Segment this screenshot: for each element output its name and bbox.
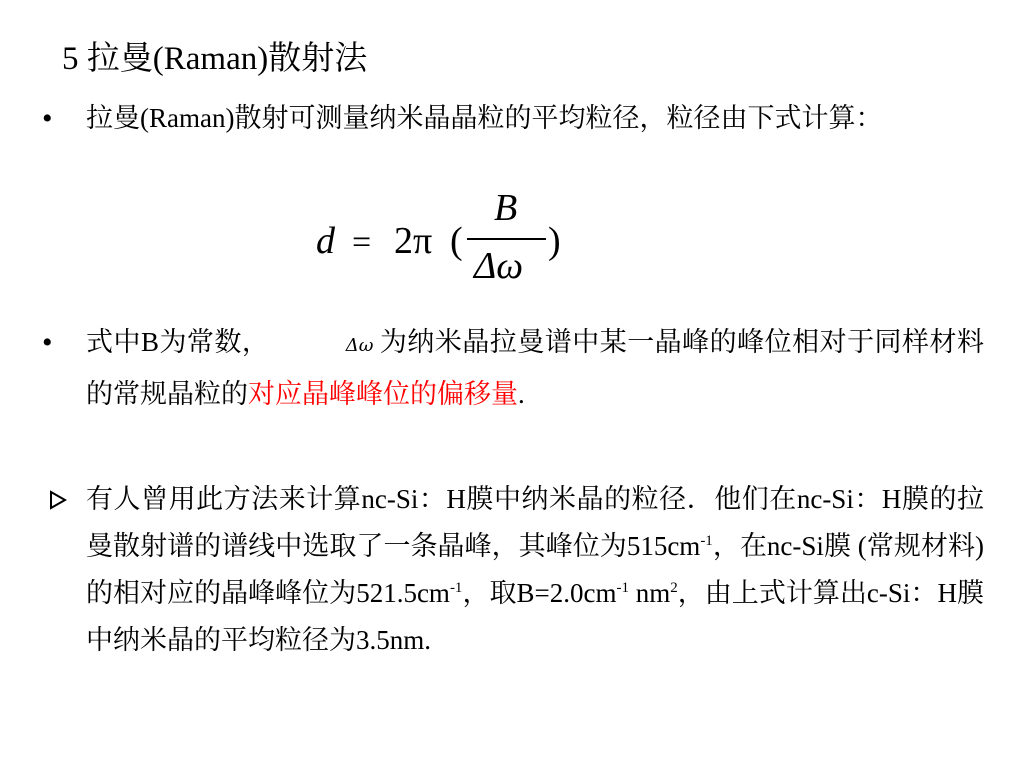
- bullet-3-part5: ，由上式计算出c-Si：H膜中纳米晶的平均粒径为3.5nm.: [86, 578, 984, 655]
- bullet-2-end: .: [518, 379, 525, 409]
- bullet-marker: •: [42, 326, 53, 359]
- formula-numerator: B: [494, 187, 518, 229]
- formula-coef: 2π: [394, 220, 433, 262]
- formula-lhs: d: [316, 220, 335, 262]
- formula-left-paren: (: [450, 220, 463, 262]
- bullet-2-pre: 式中B为常数，: [86, 327, 270, 357]
- bullet-1-text: 拉曼(Raman)散射可测量纳米晶晶粒的平均粒径，粒径由下式计算：: [86, 103, 883, 133]
- superscript: -1: [700, 533, 713, 549]
- bullet-3-text: [86, 476, 984, 664]
- formula-right-paren: ): [548, 220, 561, 262]
- bullet-3-part3: ，取B=2.0cm: [462, 578, 617, 608]
- formula: [314, 180, 574, 285]
- formula-denominator: Δω: [474, 245, 524, 285]
- superscript: 2: [670, 580, 678, 596]
- slide-title: 5 拉曼(Raman)散射法: [62, 41, 368, 77]
- delta-omega-symbol: Δω: [345, 335, 374, 356]
- bullet-3-part1: 有人曾用此方法来计算nc-Si：H膜中纳米晶的粒径．他们在nc-Si：H膜的拉曼散射谱的谱线中选取了一条晶峰，其峰位为515cm: [86, 484, 984, 561]
- bullet-2-highlight: 对应晶峰峰位的偏移量: [248, 379, 518, 409]
- superscript: -1: [616, 580, 629, 596]
- arrow-right-icon: [48, 490, 68, 510]
- superscript: -1: [449, 580, 463, 596]
- bullet-2-text: [86, 318, 984, 418]
- formula-equals: =: [352, 224, 372, 261]
- bullet-3-part2: ，在nc-Si膜 (常规材料)的相对应的晶峰峰位为521.5cm: [86, 531, 984, 608]
- bullet-2-mid: 为纳米晶拉曼谱中某一晶峰的峰位相对于同样材料的常规晶粒的: [86, 327, 984, 409]
- bullet-marker: •: [42, 102, 53, 135]
- bullet-3-part4: nm: [628, 578, 671, 608]
